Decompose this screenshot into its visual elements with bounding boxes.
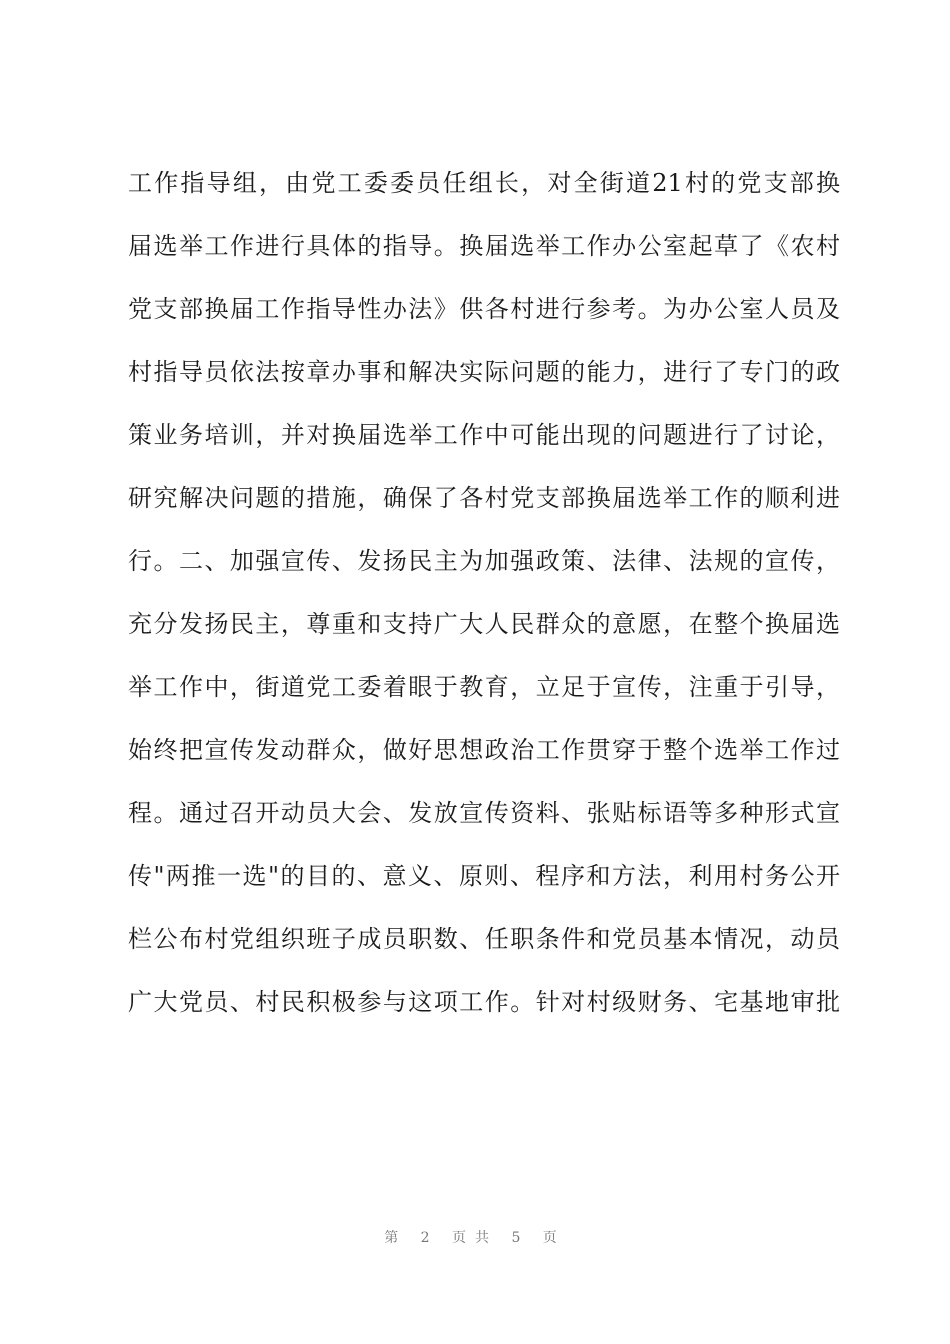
text-line: 传"两推一选"的目的、意义、原则、程序和方法，利用村务公开 [128, 862, 840, 890]
body-text [128, 167, 840, 1049]
text-line: 研究解决问题的措施，确保了各村党支部换届选举工作的顺利进 [128, 484, 840, 512]
text-line: 程。通过召开动员大会、发放宣传资料、张贴标语等多种形式宣 [128, 799, 840, 827]
text-line: 广大党员、村民积极参与这项工作。针对村级财务、宅基地审批 [128, 988, 840, 1016]
text-line: 党支部换届工作指导性办法》供各村进行参考。为办公室人员及 [128, 295, 840, 323]
text-line: 工作指导组，由党工委委员任组长，对全街道21村的党支部换 [128, 169, 840, 197]
text-line: 策业务培训，并对换届选举工作中可能出现的问题进行了讨论， [128, 421, 840, 449]
text-line: 行。二、加强宣传、发扬民主为加强政策、法律、法规的宣传， [128, 547, 840, 575]
text-line: 始终把宣传发动群众，做好思想政治工作贯穿于整个选举工作过 [128, 736, 840, 764]
text-line: 充分发扬民主，尊重和支持广大人民群众的意愿，在整个换届选 [128, 610, 840, 638]
text-line: 村指导员依法按章办事和解决实际问题的能力，进行了专门的政 [128, 358, 840, 386]
text-line: 栏公布村党组织班子成员职数、任职条件和党员基本情况，动员 [128, 925, 840, 953]
text-line: 举工作中，街道党工委着眼于教育，立足于宣传，注重于引导， [128, 673, 840, 701]
page-number-footer: 第 2 页共 5 页 [384, 1230, 566, 1246]
text-line: 届选举工作进行具体的指导。换届选举工作办公室起草了《农村 [128, 232, 840, 260]
